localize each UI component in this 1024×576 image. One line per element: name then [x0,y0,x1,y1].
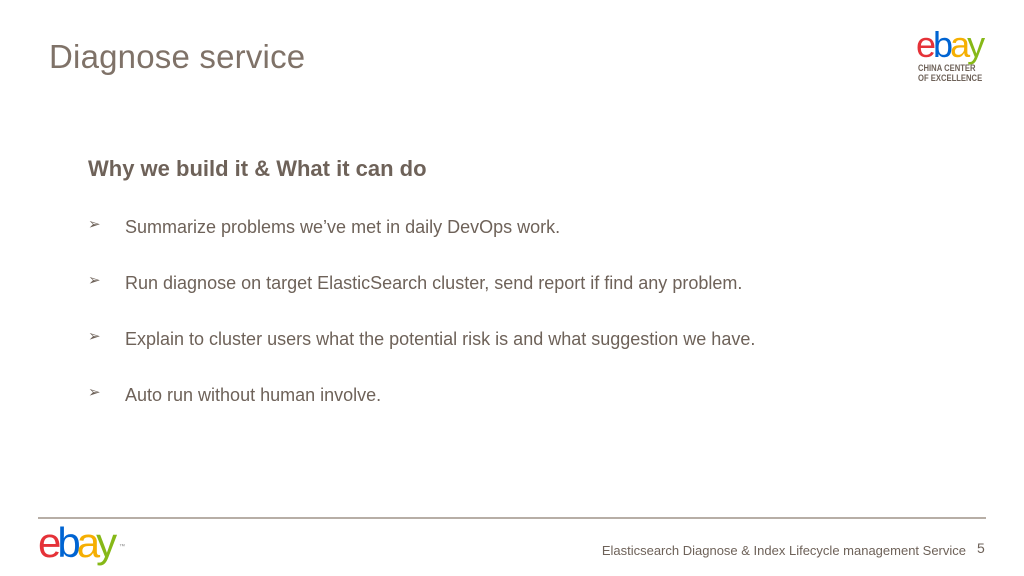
logo-subtitle-line2: OF EXCELLENCE [918,73,983,83]
bullet-text: Auto run without human involve. [125,385,382,405]
footer-divider [38,517,986,519]
logo-letter-e: e [38,519,58,566]
logo-letter-b: b [57,519,77,566]
bullet-text: Explain to cluster users what the potential risk is and what suggestion we have. [125,329,756,349]
arrow-bullet-icon: ➢ [88,328,101,345]
section-heading: Why we build it & What it can do [88,156,427,181]
logo-letter-e: e [916,24,934,65]
ebay-logo [38,519,126,566]
arrow-bullet-icon: ➢ [88,216,101,233]
logo-letter-b: b [933,24,951,65]
logo-letter-a: a [76,519,97,566]
arrow-bullet-icon: ➢ [88,272,101,289]
ebay-wordmark [916,24,983,65]
logo-letter-y: y [96,519,114,566]
bullet-text: Summarize problems we’ve met in daily DevOps work. [125,217,561,237]
page-number: 5 [977,540,985,556]
footer-title: Elasticsearch Diagnose & Index Lifecycle management Service [601,543,966,558]
arrow-bullet-icon: ➢ [88,384,101,401]
ebay-china-coe-logo [916,24,1000,87]
trademark-symbol: ™ [119,544,126,550]
logo-subtitle-line1: CHINA CENTER [918,63,976,73]
bullet-text: Run diagnose on target ElasticSearch cluster, send report if find any problem. [125,273,743,293]
logo-letter-a: a [950,24,968,65]
slide-title: Diagnose service [49,38,306,75]
logo-letter-y: y [967,24,983,65]
